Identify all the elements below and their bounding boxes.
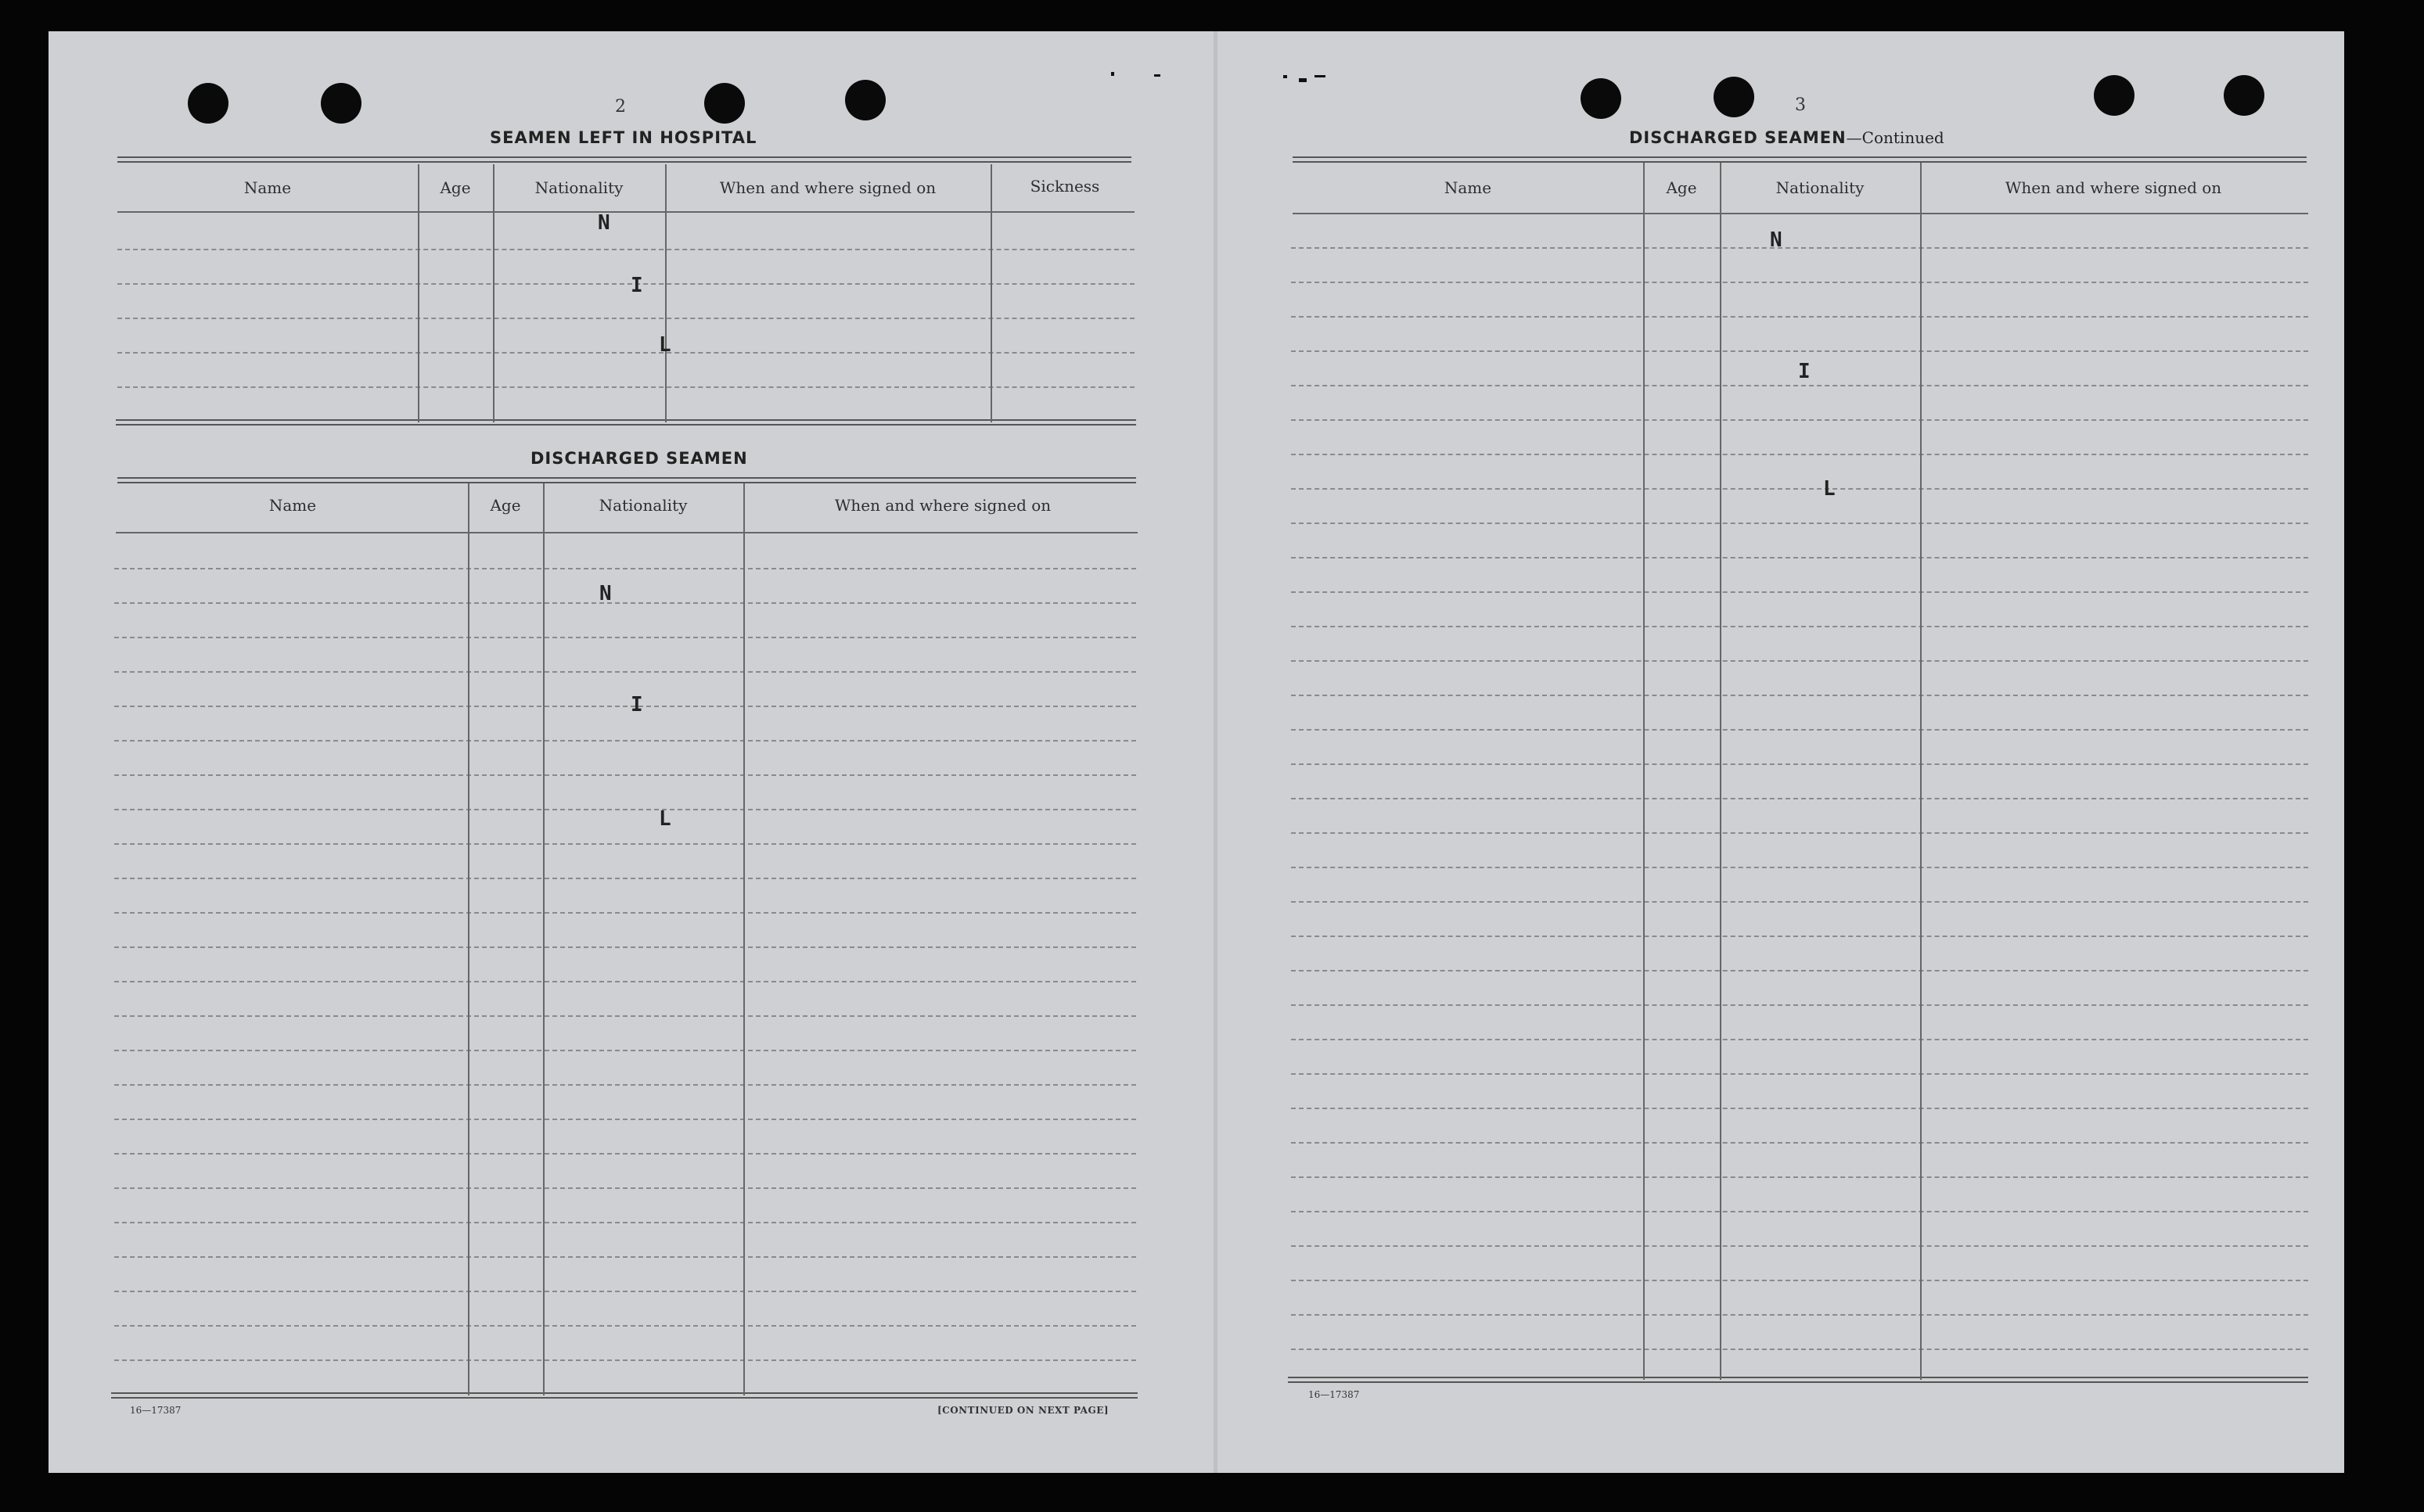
column-header-name: Name — [243, 178, 292, 197]
page-number: 3 — [1795, 95, 1806, 115]
row-line — [114, 981, 1136, 982]
column-header-signed-on: When and where signed on — [719, 178, 937, 197]
ink-speck — [1111, 72, 1114, 76]
row-line — [114, 1084, 1136, 1086]
row-line — [114, 1222, 1136, 1223]
nil-letter: I — [1798, 360, 1811, 383]
row-line — [114, 1153, 1136, 1155]
row-line — [117, 318, 1135, 319]
row-line — [1291, 1280, 2308, 1281]
column-divider — [468, 483, 469, 1395]
column-header-sickness: Sickness — [1030, 177, 1100, 196]
row-line — [1291, 247, 2308, 249]
column-divider — [1920, 163, 1922, 1380]
form-code: 16—17387 — [1308, 1389, 1360, 1400]
row-line — [1291, 523, 2308, 524]
row-line — [1291, 385, 2308, 386]
row-line — [117, 249, 1135, 250]
header-bottom-rule — [1293, 213, 2308, 214]
row-line — [1291, 419, 2308, 421]
row-line — [1291, 1176, 2308, 1178]
ink-speck — [1154, 74, 1160, 77]
row-line — [114, 1256, 1136, 1258]
row-line — [1291, 867, 2308, 868]
row-line — [1291, 557, 2308, 558]
column-divider — [493, 164, 495, 422]
nil-letter: N — [1770, 228, 1782, 252]
row-line — [1291, 729, 2308, 731]
column-header-nationality: Nationality — [534, 178, 624, 197]
table-top-rule — [117, 156, 1131, 163]
nil-letter: L — [1823, 477, 1836, 501]
row-line — [1291, 1245, 2308, 1247]
ink-speck — [1283, 75, 1287, 78]
row-line — [114, 843, 1136, 845]
binding-hole — [1581, 78, 1621, 119]
row-line — [1291, 1314, 2308, 1316]
row-line — [1291, 695, 2308, 696]
column-header-age: Age — [490, 496, 521, 515]
row-line — [1291, 970, 2308, 971]
binding-hole — [2094, 75, 2134, 116]
header-bottom-rule — [117, 211, 1135, 213]
row-line — [1291, 798, 2308, 799]
section-title-text: DISCHARGED SEAMEN — [1629, 128, 1847, 147]
row-line — [114, 740, 1136, 742]
table-top-rule — [117, 477, 1136, 483]
row-line — [114, 1291, 1136, 1292]
row-line — [1291, 1211, 2308, 1212]
row-line — [1291, 1004, 2308, 1006]
row-line — [114, 1325, 1136, 1327]
column-header-age: Age — [440, 178, 471, 197]
row-line — [114, 809, 1136, 810]
form-code: 16—17387 — [130, 1405, 182, 1416]
row-line — [117, 352, 1135, 354]
page-number: 2 — [615, 97, 626, 117]
row-line — [114, 912, 1136, 914]
row-line — [1291, 1073, 2308, 1075]
binding-hole — [188, 83, 228, 124]
row-line — [1291, 936, 2308, 937]
table-bottom-rule — [116, 419, 1136, 426]
row-line — [114, 1187, 1136, 1189]
column-header-nationality: Nationality — [599, 496, 688, 515]
table-bottom-rule — [111, 1392, 1138, 1399]
row-line — [114, 774, 1136, 776]
column-header-signed-on: When and where signed on — [2005, 178, 2222, 197]
ink-speck — [1299, 78, 1307, 82]
row-line — [114, 1015, 1136, 1017]
row-line — [114, 568, 1136, 569]
row-line — [1291, 660, 2308, 662]
binding-hole — [321, 83, 361, 124]
row-line — [117, 283, 1135, 285]
column-header-name: Name — [268, 496, 317, 515]
table-bottom-rule — [1288, 1377, 2308, 1383]
binding-hole — [704, 83, 745, 124]
nil-letter: L — [659, 333, 671, 357]
row-line — [1291, 1142, 2308, 1144]
row-line — [1291, 316, 2308, 318]
nil-letter: N — [599, 582, 612, 605]
column-divider — [665, 164, 667, 422]
column-header-name: Name — [1444, 178, 1492, 197]
row-line — [1291, 1349, 2308, 1350]
row-line — [114, 1119, 1136, 1120]
column-divider — [543, 483, 545, 1395]
row-line — [1291, 350, 2308, 352]
row-line — [1291, 488, 2308, 490]
column-divider — [1643, 163, 1645, 1380]
column-divider — [1720, 163, 1721, 1380]
nil-letter: I — [631, 274, 643, 297]
row-line — [1291, 591, 2308, 593]
row-line — [114, 637, 1136, 638]
binding-hole — [845, 80, 886, 120]
hospital-section-title: SEAMEN LEFT IN HOSPITAL — [490, 128, 757, 147]
row-line — [1291, 901, 2308, 903]
row-line — [114, 671, 1136, 673]
header-bottom-rule — [116, 532, 1138, 533]
column-divider — [743, 483, 745, 1395]
row-line — [1291, 1039, 2308, 1040]
row-line — [117, 386, 1135, 388]
row-line — [1291, 832, 2308, 834]
section-title-suffix: —Continued — [1846, 128, 1944, 147]
discharged-continued-title — [1629, 128, 1944, 147]
column-header-signed-on: When and where signed on — [834, 496, 1052, 515]
row-line — [114, 878, 1136, 879]
nil-letter: L — [659, 807, 671, 831]
row-line — [1291, 282, 2308, 283]
row-line — [1291, 626, 2308, 627]
ink-speck — [1314, 75, 1325, 77]
row-line — [1291, 454, 2308, 455]
table-top-rule — [1293, 156, 2307, 163]
row-line — [114, 602, 1136, 604]
row-line — [1291, 763, 2308, 765]
column-divider — [991, 164, 992, 422]
row-line — [114, 946, 1136, 948]
continued-note: [CONTINUED ON NEXT PAGE] — [937, 1405, 1110, 1416]
row-line — [1291, 1108, 2308, 1109]
nil-letter: N — [598, 211, 610, 235]
binding-hole — [2224, 75, 2264, 116]
binding-hole — [1714, 77, 1754, 117]
column-divider — [418, 164, 419, 422]
row-line — [114, 706, 1136, 707]
discharged-section-title: DISCHARGED SEAMEN — [530, 449, 748, 468]
column-header-nationality: Nationality — [1775, 178, 1865, 197]
row-line — [114, 1050, 1136, 1051]
column-header-age: Age — [1666, 178, 1697, 197]
nil-letter: I — [631, 693, 643, 716]
row-line — [114, 1359, 1136, 1361]
